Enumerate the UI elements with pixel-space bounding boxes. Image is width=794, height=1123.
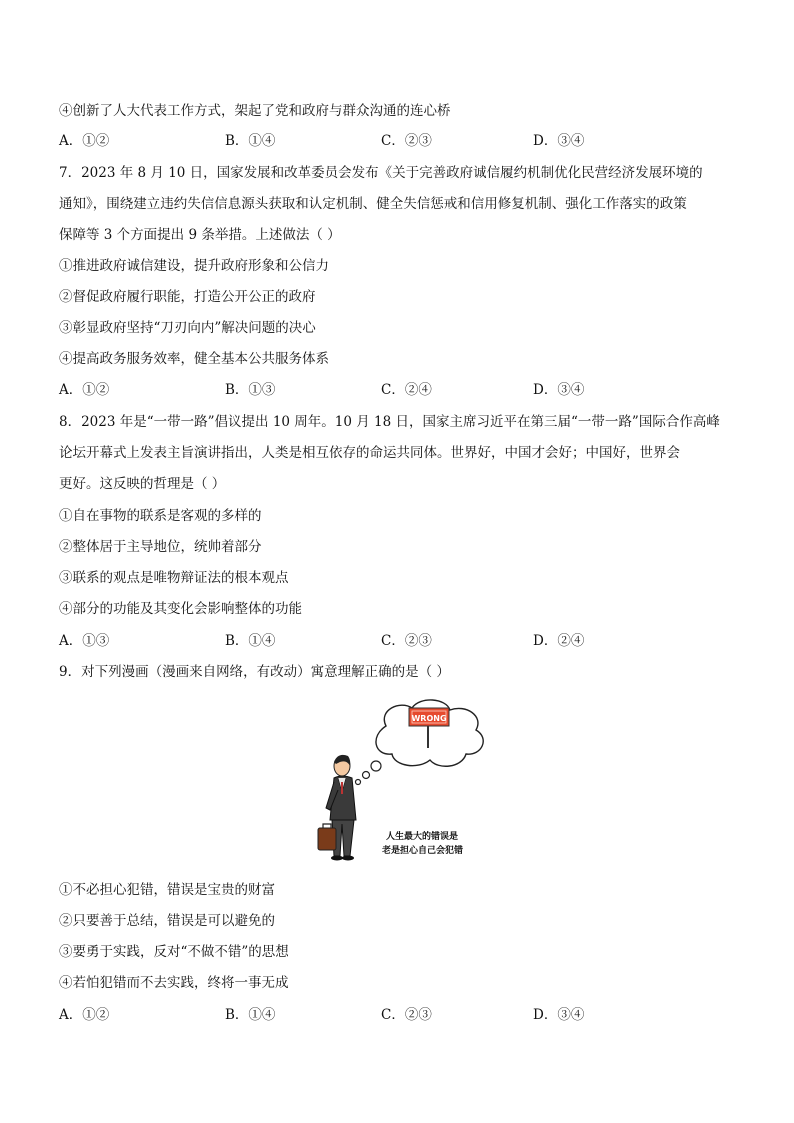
q8-statement-3: ③联系的观点是唯物辩证法的根本观点 (59, 570, 289, 586)
option-b: B．①④ (225, 133, 276, 149)
briefcase (318, 828, 336, 850)
q9-options (59, 1005, 739, 1025)
q6-statement-4: ④创新了人大代表工作方式，架起了党和政府与群众沟通的连心桥 (59, 103, 451, 119)
option-d: D．③④ (533, 382, 585, 398)
caption-line-2: 老是担心自己会犯错 (382, 846, 464, 856)
option-a: A．①③ (59, 633, 110, 649)
caption-line-1: 人生最大的错误是 (386, 832, 459, 842)
option-b: B．①④ (225, 1007, 276, 1023)
sign-text: WRONG (411, 714, 447, 723)
option-a: A．①② (59, 382, 110, 398)
q8-options (59, 631, 739, 651)
option-d: D．③④ (533, 133, 585, 149)
option-b: B．①③ (225, 382, 276, 398)
option-a: A．①② (59, 133, 110, 149)
option-c: C．②③ (381, 1007, 432, 1023)
option-d: D．②④ (533, 633, 585, 649)
q8-stem-line-2: 论坛开幕式上发表主旨演讲指出，人类是相互依存的命运共同体。世界好，中国才会好；中国好，世界会 (59, 445, 680, 461)
q9-stem-line-1: 9．对下列漫画（漫画来自网络，有改动）寓意理解正确的是（ ） (59, 664, 450, 680)
q7-statement-2: ②督促政府履行职能，打造公开公正的政府 (59, 289, 316, 305)
q7-statement-1: ①推进政府诚信建设，提升政府形象和公信力 (59, 258, 329, 274)
q8-stem-line-3: 更好。这反映的哲理是（ ） (59, 476, 226, 492)
q8-statement-1: ①自在事物的联系是客观的多样的 (59, 508, 262, 524)
q7-options (59, 380, 739, 400)
thought-bubble-small (356, 780, 361, 785)
option-c: C．②④ (381, 382, 432, 398)
q6-options (59, 131, 739, 151)
option-d: D．③④ (533, 1007, 585, 1023)
q8-statement-2: ②整体居于主导地位，统帅着部分 (59, 539, 262, 555)
q7-stem-line-3: 保障等 3 个方面提出 9 条举措。上述做法（ ） (59, 227, 341, 243)
option-c: C．②③ (381, 133, 432, 149)
option-a: A．①② (59, 1007, 110, 1023)
q7-statement-3: ③彰显政府坚持“刀刃向内”解决问题的决心 (59, 320, 316, 336)
thought-bubble-medium (363, 772, 370, 779)
q8-stem-line-1: 8．2023 年是“一带一路”倡议提出 10 周年。10 月 18 日，国家主席习近平在第三届“一带一路”国际合作高峰 (59, 414, 720, 430)
option-c: C．②③ (381, 633, 432, 649)
q9-statement-3: ③要勇于实践，反对“不做不错”的思想 (59, 944, 289, 960)
thought-bubble-large (371, 761, 381, 771)
q7-statement-4: ④提高政务服务效率，健全基本公共服务体系 (59, 351, 329, 367)
q7-stem-line-2: 通知》，围绕建立违约失信信息源头获取和认定机制、健全失信惩戒和信用修复机制、强化工作落实的政策 (59, 196, 687, 212)
q8-statement-4: ④部分的功能及其变化会影响整体的功能 (59, 601, 302, 617)
q9-statement-4: ④若怕犯错而不去实践，终将一事无成 (59, 975, 289, 991)
option-b: B．①④ (225, 633, 276, 649)
cartoon-image (308, 696, 494, 868)
q7-stem-line-1: 7．2023 年 8 月 10 日，国家发展和改革委员会发布《关于完善政府诚信履约机制优化民营经济发展环境的 (59, 165, 703, 181)
q9-statement-2: ②只要善于总结，错误是可以避免的 (59, 913, 275, 929)
q9-statement-1: ①不必担心犯错，错误是宝贵的财富 (59, 882, 275, 898)
